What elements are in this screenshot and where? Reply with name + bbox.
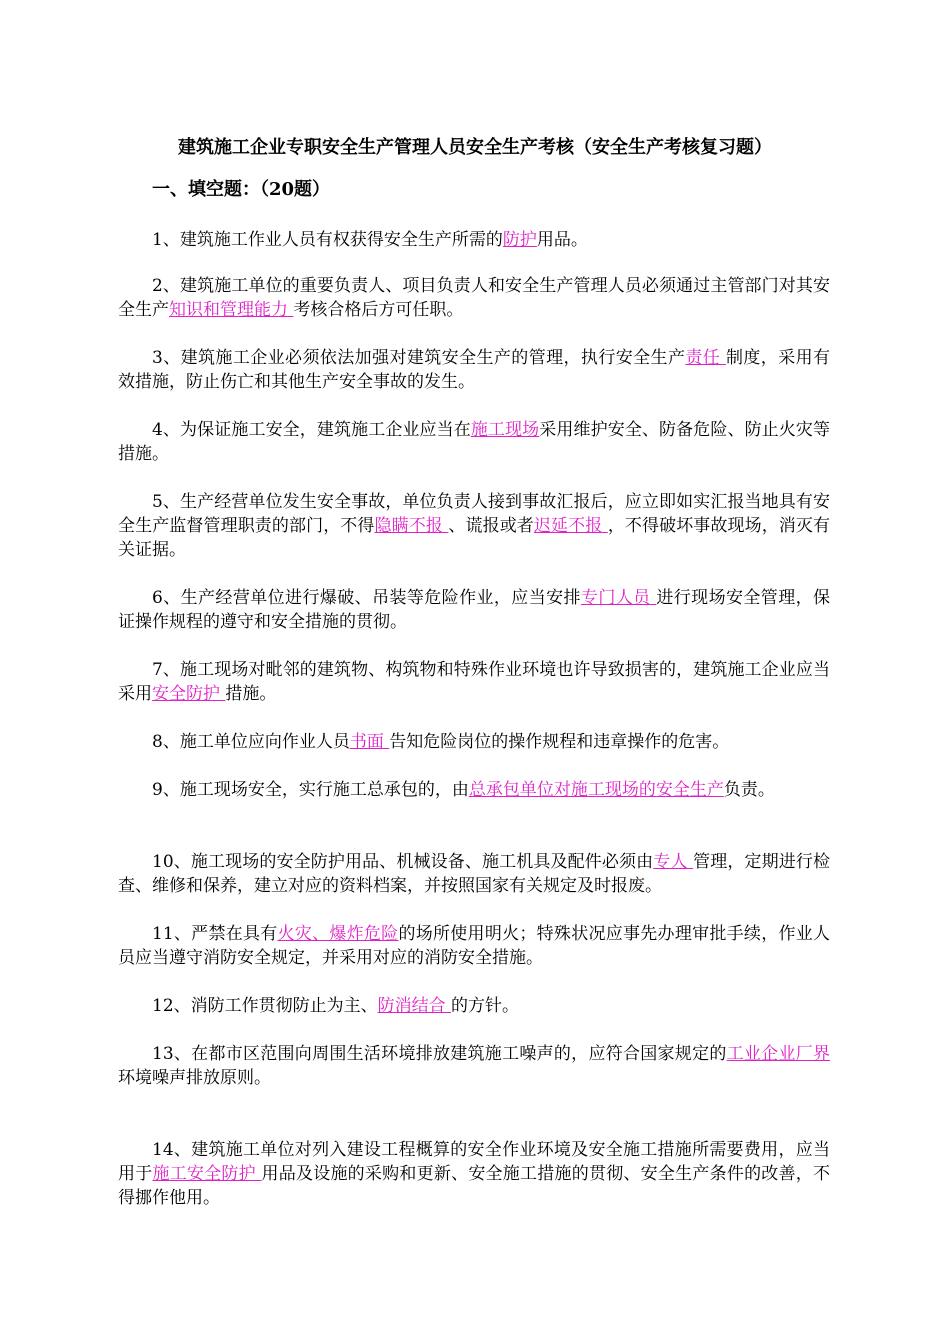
- question-2: [118, 274, 830, 322]
- answer-blank: 迟延不报: [533, 516, 608, 536]
- question-text: ，不得破坏事故现场，消灭有关证据。: [118, 516, 831, 560]
- question-text: 10、施工现场的安全防护用品、机械设备、施工机具及配件必须由: [152, 852, 654, 872]
- question-text: 采用维护安全、防备危险、防止火灾等措施。: [118, 420, 831, 464]
- question-7: [118, 658, 830, 706]
- question-text: 、谎报或者: [448, 516, 534, 536]
- answer-blank: 防消结合: [377, 996, 452, 1016]
- answer-blank: 书面: [349, 732, 390, 752]
- answer-blank: 专人: [653, 852, 694, 872]
- question-6: [118, 586, 830, 634]
- question-text: 7、施工现场对毗邻的建筑物、构筑物和特殊作业环境也许导致损害的，建筑施工企业应当采用: [118, 660, 830, 704]
- section-heading: 一、填空题：（20题）: [152, 179, 331, 200]
- question-text: 进行现场安全管理，保证操作规程的遵守和安全措施的贯彻。: [118, 588, 830, 632]
- question-10: [118, 850, 830, 898]
- question-text: 1、建筑施工作业人员有权获得安全生产所需的: [152, 230, 503, 250]
- question-text: 负责。: [723, 780, 775, 800]
- question-text: 3、建筑施工企业必须依法加强对建筑安全生产的管理，执行安全生产: [152, 348, 686, 368]
- question-text: 的场所使用明火；特殊状况应事先办理审批手续，作业人员应当遵守消防安全规定，并采用对应的消防安全措施。: [118, 924, 831, 968]
- question-12: [118, 994, 830, 1018]
- question-text: 管理，定期进行检查、维修和保养，建立对应的资料档案，并按照国家有关规定及时报废。: [118, 852, 831, 896]
- question-text: 13、在都市区范围向周围生活环境排放建筑施工噪声的，应符合国家规定的: [152, 1044, 727, 1064]
- question-text: 11、严禁在具有: [152, 924, 278, 944]
- question-1: [118, 228, 830, 252]
- question-text: 制度，采用有效措施，防止伤亡和其他生产安全事故的发生。: [118, 348, 831, 392]
- question-text: 告知危险岗位的操作规程和违章操作的危害。: [389, 732, 730, 752]
- question-text: 4、为保证施工安全，建筑施工企业应当在: [152, 420, 471, 440]
- question-14: [118, 1138, 830, 1210]
- question-text: 用品及设施的采购和更新、安全施工措施的贯彻、安全生产条件的改善，不得挪作他用。: [118, 1164, 831, 1208]
- answer-blank: 施工安全防护: [152, 1164, 262, 1184]
- question-text: 9、施工现场安全，实行施工总承包的，由: [152, 780, 469, 800]
- answer-blank: 火灾、爆炸危险: [277, 924, 399, 944]
- question-text: 5、生产经营单位发生安全事故，单位负责人接到事故汇报后，应立即如实汇报当地具有安全生产监督管理职责的部门，不得: [118, 492, 830, 536]
- answer-blank: 知识和管理能力: [169, 300, 294, 320]
- question-text: 环境噪声排放原则。: [118, 1068, 271, 1088]
- question-8: [118, 730, 830, 754]
- answer-blank: 总承包单位对施工现场的安全生产: [468, 780, 724, 800]
- question-9: [118, 778, 830, 802]
- answer-blank: 安全防护: [152, 684, 226, 704]
- question-11: [118, 922, 830, 970]
- question-text: 的方针。: [451, 996, 520, 1016]
- question-text: 措施。: [225, 684, 277, 704]
- question-text: 6、生产经营单位进行爆破、吊装等危险作业，应当安排: [152, 588, 581, 608]
- question-text: 用品。: [536, 230, 588, 250]
- question-text: 12、消防工作贯彻防止为主、: [152, 996, 378, 1016]
- question-text: 14、建筑施工单位对列入建设工程概算的安全作业环境及安全施工措施所需要费用，应当用于: [118, 1140, 830, 1184]
- answer-blank: 工业企业厂界: [726, 1044, 831, 1064]
- question-3: [118, 346, 830, 394]
- question-text: 考核合格后方可任职。: [293, 300, 464, 320]
- question-text: 2、建筑施工单位的重要负责人、项目负责人和安全生产管理人员必须通过主管部门对其安全生产: [118, 276, 830, 320]
- question-13: [118, 1042, 830, 1090]
- answer-blank: 防护: [502, 230, 537, 250]
- answer-blank: 施工现场: [470, 420, 540, 440]
- question-5: [118, 490, 830, 562]
- question-4: [118, 418, 830, 466]
- document-title: 建筑施工企业专职安全生产管理人员安全生产考核（安全生产考核复习题）: [178, 137, 772, 158]
- answer-blank: 专门人员: [580, 588, 657, 608]
- answer-blank: 隐瞒不报: [374, 516, 449, 536]
- answer-blank: 责任: [685, 348, 726, 368]
- question-text: 8、施工单位应向作业人员: [152, 732, 350, 752]
